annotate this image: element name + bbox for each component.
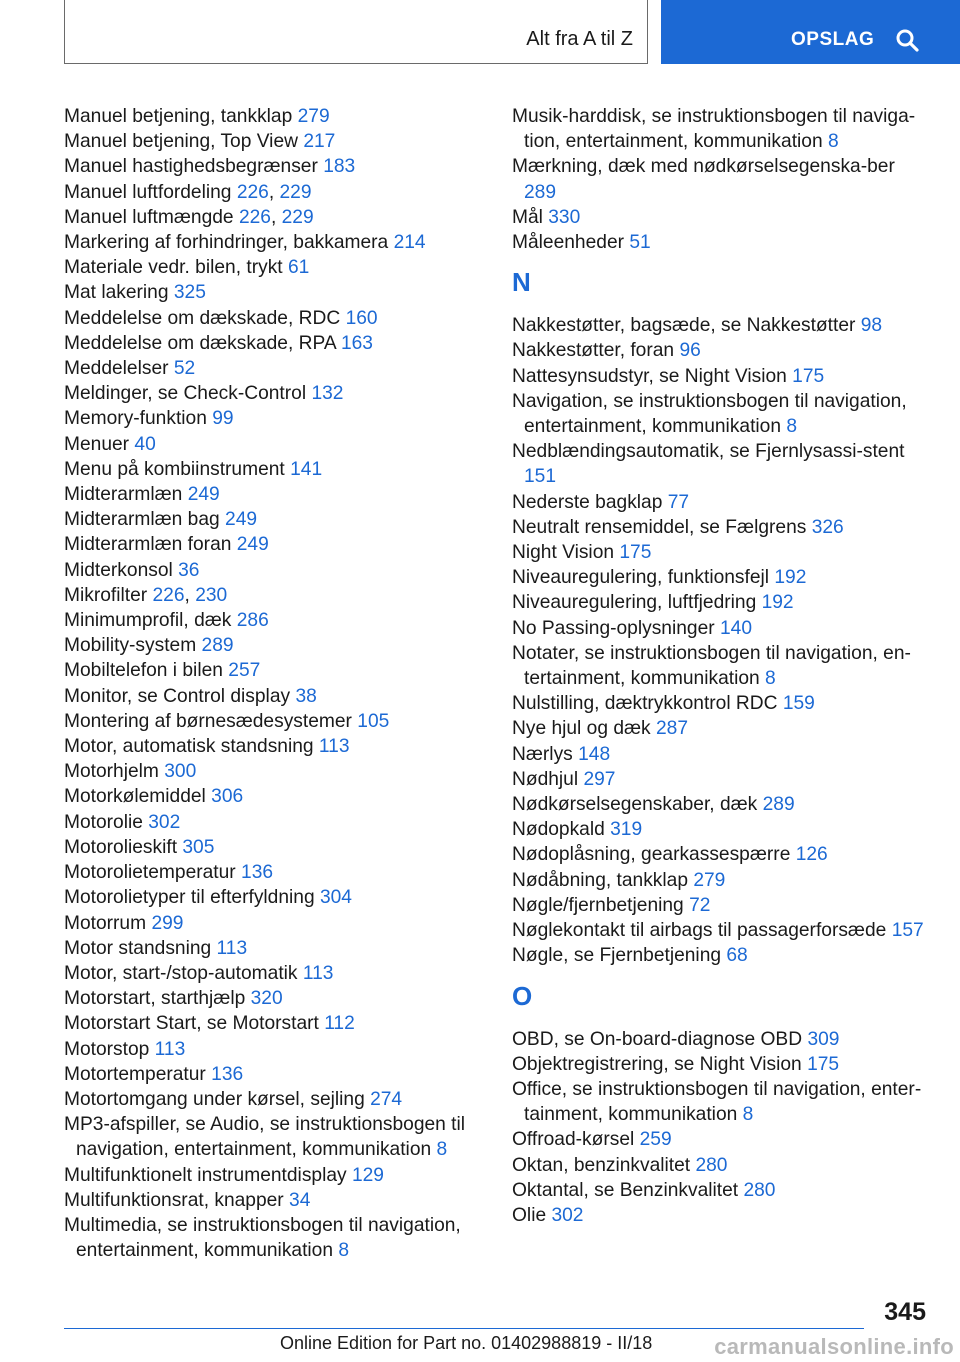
search-icon	[895, 28, 919, 52]
index-entry	[64, 759, 484, 784]
index-entry-text: Minimumprofil, dæk	[64, 610, 232, 632]
index-entry	[64, 558, 484, 583]
index-entry-text: Mål	[512, 206, 543, 228]
index-entry	[512, 490, 932, 515]
index-entry	[64, 1213, 484, 1263]
index-entry-text: Nøglekontakt til airbags til passagerforsæde	[512, 920, 887, 942]
index-entry-text: Niveauregulering, luftfjedring	[512, 592, 757, 614]
index-entry-text: Motorolieskift	[64, 836, 178, 858]
index-entry	[512, 716, 932, 741]
page-reference-link[interactable]: 40	[134, 433, 156, 455]
index-entry	[512, 1203, 932, 1228]
index-entry-text: Manuel luftfordeling	[64, 181, 232, 203]
page-reference-link[interactable]: 279	[693, 869, 726, 891]
index-entry	[64, 936, 484, 961]
index-entry	[512, 1127, 932, 1152]
index-entry	[64, 885, 484, 910]
page-reference-link[interactable]: 305	[182, 836, 215, 858]
page-reference-link[interactable]: 98	[860, 315, 883, 337]
index-entry-text: Manuel hastighedsbegrænser	[64, 156, 318, 178]
index-entry	[512, 691, 932, 716]
index-entry	[512, 1027, 932, 1052]
index-entry	[64, 230, 484, 255]
index-entry-text: Montering af børnesædesystemer	[64, 710, 352, 732]
index-entry-text: Nærlys	[512, 743, 573, 765]
index-entry-text: Oktan, benzinkvalitet	[512, 1154, 691, 1176]
index-entry	[512, 338, 932, 363]
index-entry	[512, 1178, 932, 1203]
index-entry-text: MP3-afspiller, se Audio, se instruktionsbogen til navigation, entertainment, kommunikation	[64, 1114, 466, 1161]
page-reference-link[interactable]: 141	[290, 458, 323, 480]
index-entry-text: Nulstilling, dæktrykkontrol RDC	[512, 693, 778, 715]
index-entry-text: Menuer	[64, 433, 130, 455]
index-entry: Mikrofilter 226, 230	[64, 584, 228, 606]
index-entry	[512, 842, 932, 867]
index-entry	[64, 860, 484, 885]
index-entry-text: Midterarmlæn bag	[64, 509, 220, 531]
index-entry	[64, 1037, 484, 1062]
lookup-button[interactable]	[661, 0, 960, 64]
index-entry	[64, 1112, 484, 1162]
index-entry	[512, 616, 932, 641]
index-entry	[64, 784, 484, 809]
index-entry	[64, 482, 484, 507]
section-title: Alt fra A til Z	[526, 28, 633, 50]
index-entry-text: No Passing-oplysninger	[512, 617, 715, 639]
page-reference-link[interactable]: 302	[551, 1204, 584, 1226]
index-entry	[64, 154, 484, 179]
page-reference-link[interactable]: 113	[154, 1038, 186, 1060]
index-entry-text: Meddelelser	[64, 358, 169, 380]
page-reference-link[interactable]: 230	[195, 584, 228, 606]
index-entry-text: Neutralt rensemiddel, se Fælgrens	[512, 516, 807, 538]
page-reference-link[interactable]: 192	[761, 592, 794, 614]
edition-note: Online Edition for Part no. 01402988819 - II/18	[280, 1333, 653, 1353]
index-entry	[512, 641, 932, 691]
page-reference-link[interactable]: 302	[148, 811, 181, 833]
page-reference-link[interactable]: 319	[610, 819, 643, 841]
index-entry-text: Motorolietyper til efterfyldning	[64, 887, 315, 909]
page-reference-link[interactable]: 132	[311, 383, 344, 405]
index-entry	[512, 742, 932, 767]
index-entry-text: Offroad-kørsel	[512, 1129, 635, 1151]
index-entry	[64, 280, 484, 305]
index-entry-text: Monitor, se Control display	[64, 685, 291, 707]
page-reference-link[interactable]: 52	[173, 358, 196, 380]
index-entry	[64, 255, 484, 280]
index-entry-text: Objektregistrering, se Night Vision	[512, 1053, 802, 1075]
index-entry	[512, 104, 932, 154]
page-reference-link[interactable]: 113	[302, 962, 334, 984]
page-reference-link[interactable]: 183	[323, 156, 356, 178]
page-reference-link[interactable]: 51	[629, 232, 651, 254]
page-reference-link[interactable]: 8	[765, 668, 776, 690]
index-entry-text: Motortomgang under kørsel, sejling	[64, 1088, 365, 1110]
index-entry	[512, 1052, 932, 1077]
index-entry-text: Multifunktionelt instrumentdisplay	[64, 1164, 347, 1186]
index-entry	[64, 709, 484, 734]
page-reference-link[interactable]: 280	[695, 1154, 728, 1176]
page-reference-link[interactable]: 175	[792, 365, 825, 387]
index-entry	[512, 767, 932, 792]
page-reference-link[interactable]: 287	[656, 718, 689, 740]
page-reference-link[interactable]: 96	[679, 340, 701, 362]
index-entry	[64, 432, 484, 457]
page-reference-link[interactable]: 297	[583, 768, 616, 790]
index-entry	[512, 230, 932, 255]
page-reference-link[interactable]: 72	[689, 894, 711, 916]
index-entry-text: Markering af forhindringer, bakkamera	[64, 232, 389, 254]
page-reference-link[interactable]: 249	[236, 534, 269, 556]
index-entry-text: Nøgle, se Fjernbetjening	[512, 945, 722, 967]
index-entry-text: Multimedia, se instruktionsbogen til navigation, entertainment, kommunikation	[64, 1214, 461, 1262]
page-reference-link[interactable]: 214	[393, 232, 426, 254]
index-entry	[64, 1087, 484, 1112]
index-entry	[64, 734, 484, 759]
page-reference-link[interactable]: 326	[811, 516, 844, 538]
page-reference-link[interactable]: 36	[178, 559, 200, 581]
index-entry-text: Nye hjul og dæk	[512, 718, 651, 740]
index-entry-text: Night Vision	[512, 542, 615, 564]
index-entry-text: Office, se instruktionsbogen til navigation, enter‐tainment, kommunikation	[512, 1078, 922, 1126]
page-reference-link[interactable]: 226	[238, 206, 271, 228]
index-entry-text: Niveauregulering, funktionsfejl	[512, 567, 770, 589]
page-header	[0, 0, 960, 66]
index-entry-text: Nødoplåsning, gearkassespærre	[512, 844, 791, 866]
index-entry	[64, 810, 484, 835]
index-entry-text: Motorolietemperatur	[64, 862, 236, 884]
page-reference-link[interactable]: 299	[151, 912, 184, 934]
page-reference-link[interactable]: 249	[225, 509, 258, 531]
index-entry-text: Motorhjelm	[64, 761, 159, 783]
index-entry-text: Manuel luftmængde	[64, 206, 234, 228]
page-reference-link[interactable]: 192	[774, 567, 807, 589]
index-entry	[512, 313, 932, 338]
index-column-left	[64, 104, 484, 1263]
index-entry-text: Midterarmlæn foran	[64, 534, 232, 556]
page-reference-link[interactable]: 229	[279, 181, 312, 203]
index-entry-text: Midterarmlæn	[64, 484, 183, 506]
index-entry-text: Olie	[512, 1204, 547, 1226]
page-reference-link[interactable]: 259	[639, 1129, 672, 1151]
index-entry-text: Menu på kombiinstrument	[64, 458, 285, 480]
index-entry-text: Meddelelse om dækskade, RDC	[64, 307, 341, 329]
index-entry-text: Memory-funktion	[64, 408, 207, 430]
page-reference-link[interactable]: 148	[578, 743, 611, 765]
page-reference-link[interactable]: 157	[891, 920, 924, 942]
index-letter-heading: O	[512, 980, 533, 1011]
index-entry	[64, 658, 484, 683]
page-reference-link[interactable]: 306	[211, 786, 244, 808]
index-entry	[512, 389, 932, 439]
index-entry-text: Nattesynsudstyr, se Night Vision	[512, 365, 787, 387]
page-reference-link[interactable]: 274	[370, 1088, 403, 1110]
page-reference-link[interactable]: 279	[297, 106, 330, 127]
index-entry	[512, 893, 932, 918]
index-entry-text: Midterkonsol	[64, 559, 173, 581]
index-entry-text: Motor, start-/stop-automatik	[64, 962, 298, 984]
page-reference-link[interactable]: 300	[164, 761, 197, 783]
index-entry	[64, 104, 484, 129]
page-reference-link[interactable]: 126	[795, 844, 828, 866]
page-reference-link[interactable]: 226	[236, 181, 269, 203]
page-reference-link[interactable]: 289	[201, 635, 234, 657]
page-reference-link[interactable]: 136	[241, 862, 274, 884]
index-entry-text: OBD, se On-board-diagnose OBD	[512, 1028, 803, 1050]
page-reference-link[interactable]: 257	[228, 660, 261, 682]
index-entry-text: Nødopkald	[512, 819, 605, 841]
index-entry	[512, 868, 932, 893]
index-entry-text: Nødåbning, tankklap	[512, 869, 688, 891]
index-entry	[64, 129, 484, 154]
index-entry: Manuel luftmængde 226, 229	[64, 206, 314, 228]
index-entry	[512, 1153, 932, 1178]
index-entry	[512, 154, 932, 204]
index-entry-text: Mobiltelefon i bilen	[64, 660, 223, 682]
page-reference-link[interactable]: 280	[743, 1179, 776, 1201]
index-entry-text: Mat lakering	[64, 282, 169, 304]
index-entry	[64, 1188, 484, 1213]
page-reference-link[interactable]: 38	[295, 685, 317, 707]
page-reference-link[interactable]: 140	[719, 617, 752, 639]
index-entry	[64, 1011, 484, 1036]
index-entry	[512, 565, 932, 590]
index-entry	[512, 364, 932, 389]
index-entry-text: Manuel betjening, tankklap	[64, 106, 293, 127]
page-reference-link[interactable]: 175	[619, 542, 652, 564]
index-entry	[512, 205, 932, 230]
page-reference-link[interactable]: 175	[807, 1053, 840, 1075]
page-reference-link[interactable]: 289	[524, 181, 557, 203]
page-reference-link[interactable]: 8	[436, 1139, 448, 1161]
page-reference-link[interactable]: 163	[340, 332, 373, 354]
index-entry-text: Nedblændingsautomatik, se Fjernlysassi‐stent	[512, 441, 905, 463]
index-entry	[64, 532, 484, 557]
watermark-text: carmanualsonline.info	[714, 1334, 954, 1359]
page-reference-link[interactable]: 217	[303, 131, 336, 153]
index-entry-text: Motorkølemiddel	[64, 786, 206, 808]
index-entry	[64, 1062, 484, 1087]
index-entry	[64, 961, 484, 986]
index-entry	[64, 306, 484, 331]
index-entry-text: Motor standsning	[64, 937, 212, 959]
index-entry	[64, 457, 484, 482]
index-entry	[512, 540, 932, 565]
page-reference-link[interactable]: 229	[281, 206, 314, 228]
index-letter-heading: N	[512, 267, 531, 298]
index-entry	[64, 381, 484, 406]
index-entry-text: Navigation, se instruktionsbogen til navigation, entertainment, kommunikation	[512, 390, 907, 438]
index-entry	[512, 792, 932, 817]
index-entry	[512, 439, 932, 489]
index-entry-text: Meddelelse om dækskade, RPA	[64, 332, 336, 354]
index-entry-text: Motorolie	[64, 811, 143, 833]
index-entry-text: Meldinger, se Check-Control	[64, 383, 307, 405]
page-reference-link[interactable]: 61	[287, 257, 310, 279]
index-entry-text: Måleenheder	[512, 232, 625, 254]
page-reference-link[interactable]: 159	[782, 693, 815, 715]
index-entry	[64, 608, 484, 633]
index-entry-text: Mikrofilter	[64, 584, 148, 606]
index-entry-text: Nøgle/fjernbetjening	[512, 894, 684, 916]
page-reference-link[interactable]: 129	[351, 1164, 384, 1186]
index-entry	[512, 918, 932, 943]
index-entry	[512, 515, 932, 540]
index-entry	[64, 633, 484, 658]
page-reference-link[interactable]: 8	[742, 1104, 754, 1126]
index-entry-text: Nederste bagklap	[512, 491, 663, 513]
page-reference-link[interactable]: 309	[807, 1028, 840, 1050]
lookup-label: OPSLAG	[791, 29, 875, 50]
page-reference-link[interactable]: 136	[211, 1063, 244, 1085]
index-entry	[512, 1077, 932, 1127]
footer-divider	[64, 1328, 864, 1329]
page-reference-link[interactable]: 325	[173, 282, 206, 304]
index-entry-text: Mærkning, dæk med nødkørselsegenska‐ber	[512, 156, 895, 178]
index-entry-text: Nakkestøtter, bagsæde, se Nakkestøtter	[512, 315, 856, 337]
page-reference-link[interactable]: 330	[548, 206, 581, 228]
index-entry	[64, 1163, 484, 1188]
section-tab[interactable]	[64, 0, 648, 64]
page-reference-link[interactable]: 289	[762, 794, 795, 816]
index-entry-text: Nødkørselsegenskaber, dæk	[512, 794, 758, 816]
index-entry-text: Nødhjul	[512, 768, 579, 790]
index-entry-text: Mobility-system	[64, 635, 197, 657]
index-entry-text: Musik-harddisk, se instruktionsbogen til naviga‐tion, entertainment, kommunikation	[512, 106, 916, 153]
page-reference-link[interactable]: 112	[324, 1013, 355, 1035]
page-reference-link[interactable]: 99	[212, 408, 234, 430]
index-entry	[64, 835, 484, 860]
index-entry-text: Motortemperatur	[64, 1063, 206, 1085]
index-entry-text: Motorstart, starthjælp	[64, 988, 246, 1010]
index-entry	[64, 986, 484, 1011]
index-entry	[512, 817, 932, 842]
page-reference-link[interactable]: 113	[318, 736, 350, 758]
page-reference-link[interactable]: 226	[152, 584, 185, 606]
index-column-right	[512, 104, 932, 1228]
page-reference-link[interactable]: 151	[524, 466, 557, 488]
index-entry	[64, 356, 484, 381]
index-entry	[64, 507, 484, 532]
page-number: 345	[884, 1298, 926, 1326]
index-entry-text: Multifunktionsrat, knapper	[64, 1189, 284, 1211]
page-reference-link[interactable]: 8	[786, 416, 798, 438]
page-reference-link[interactable]: 68	[726, 945, 748, 967]
index-entry-text: Nakkestøtter, foran	[512, 340, 675, 362]
index-entry-text: Notater, se instruktionsbogen til navigation, en‐tertainment, kommunikation	[512, 642, 911, 690]
page-reference-link[interactable]: 77	[667, 491, 690, 513]
index-entry: Manuel luftfordeling 226, 229	[64, 181, 312, 203]
index-entry-text: Manuel betjening, Top View	[64, 131, 298, 153]
index-entry	[512, 590, 932, 615]
page-reference-link[interactable]: 113	[216, 937, 248, 959]
index-entry	[64, 911, 484, 936]
index-entry-text: Motorstop	[64, 1038, 150, 1060]
page-reference-link[interactable]: 105	[357, 710, 390, 732]
page-reference-link[interactable]: 160	[345, 307, 378, 329]
index-entry	[512, 943, 932, 968]
page-reference-link[interactable]: 8	[827, 131, 839, 153]
index-entry-text: Materiale vedr. bilen, trykt	[64, 257, 283, 279]
page-reference-link[interactable]: 304	[319, 887, 352, 909]
index-entry	[64, 406, 484, 431]
index-entry-text: Oktantal, se Benzinkvalitet	[512, 1179, 739, 1201]
page-reference-link[interactable]: 286	[236, 610, 269, 632]
index-entry	[64, 684, 484, 709]
page-reference-link[interactable]: 320	[250, 988, 283, 1010]
index-entry-text: Motorstart Start, se Motorstart	[64, 1013, 319, 1035]
index-entry-text: Motor, automatisk standsning	[64, 736, 314, 758]
page-reference-link[interactable]: 8	[338, 1240, 350, 1262]
index-entry	[64, 331, 484, 356]
index-entry-text: Motorrum	[64, 912, 147, 934]
page-reference-link[interactable]: 34	[289, 1189, 311, 1211]
page-reference-link[interactable]: 249	[187, 484, 220, 506]
